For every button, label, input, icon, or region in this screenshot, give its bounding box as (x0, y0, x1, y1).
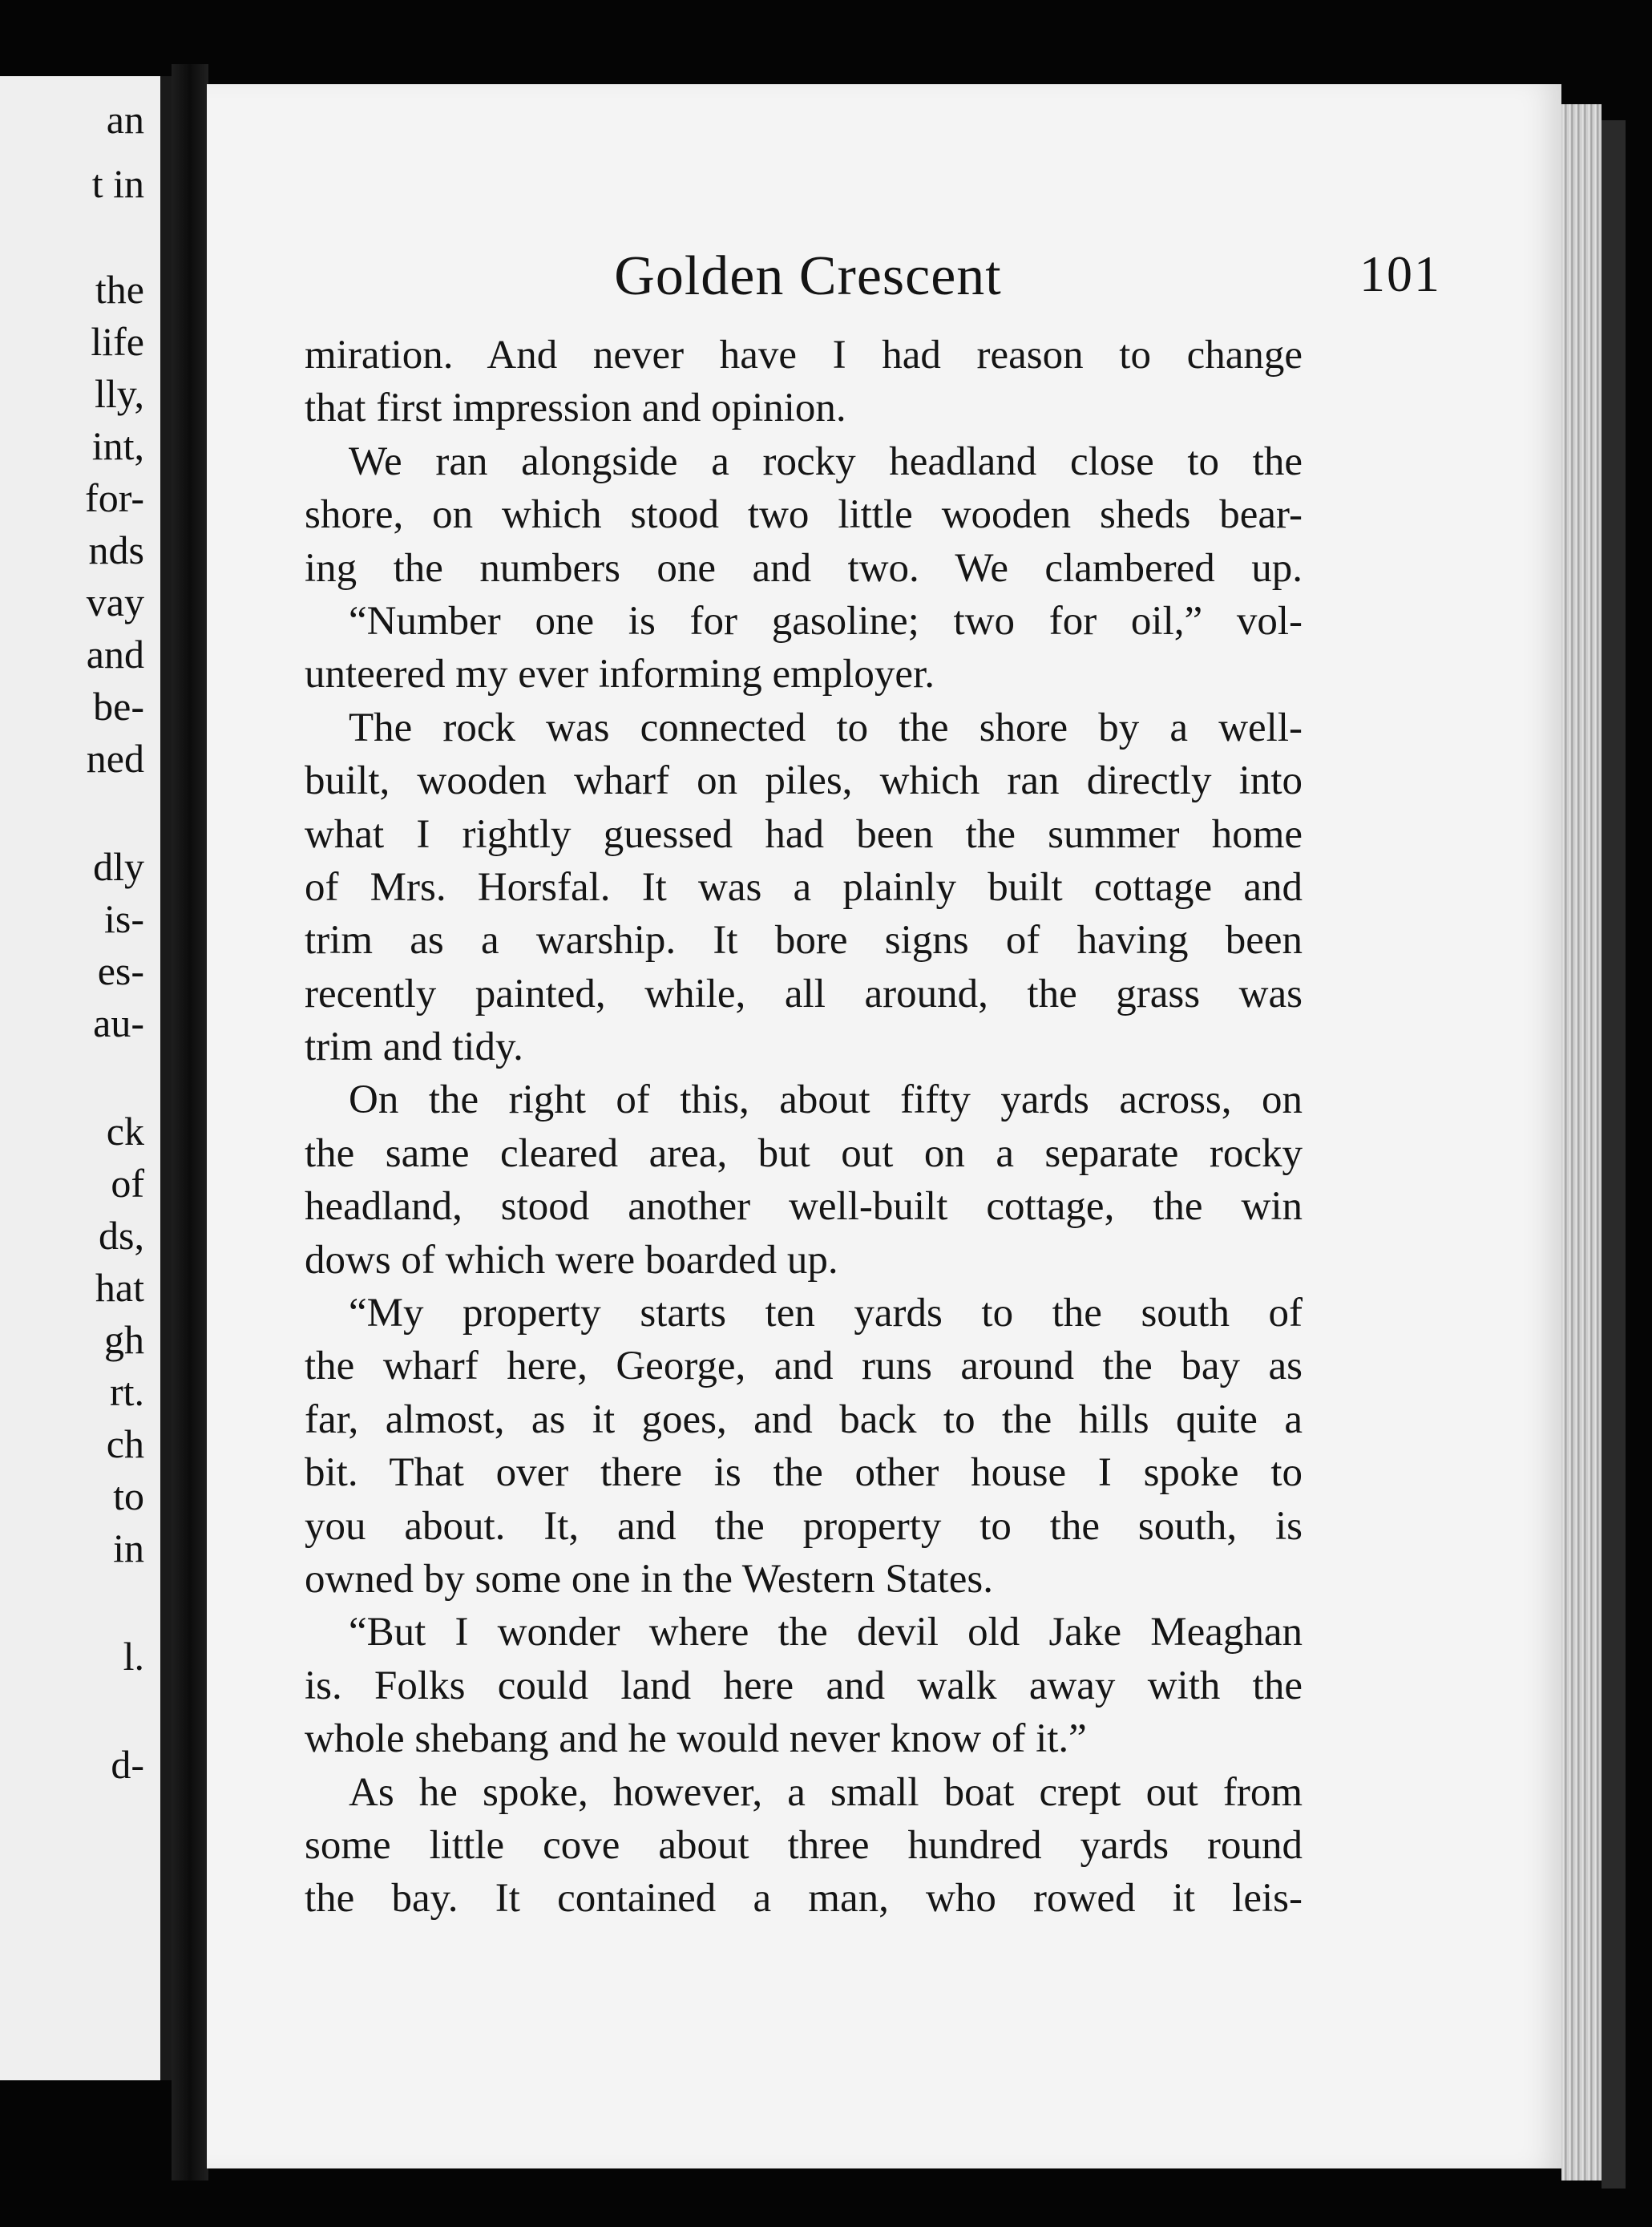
text-line: far, almost, as it goes, and back to the hills quite a (305, 1396, 1303, 1442)
book-cover-edge (1602, 120, 1626, 2189)
text-line: unteered my ever informing employer. (305, 652, 935, 697)
previous-page-line-fragment: rt. (109, 1369, 144, 1414)
previous-page-line-fragment: au- (93, 1000, 144, 1045)
text-line: the same cleared area, but out on a separate rocky (305, 1130, 1303, 1176)
text-line: built, wooden wharf on piles, which ran directly into (305, 758, 1303, 804)
text-line: miration. And never have I had reason to change (305, 333, 1303, 378)
text-line: dows of which were boarded up. (305, 1237, 838, 1283)
text-line: “Number one is for gasoline; two for oil,” vol- (349, 598, 1303, 644)
text-line: the wharf here, George, and runs around the bay as (305, 1344, 1303, 1389)
current-page (207, 84, 1561, 2168)
previous-page-line-fragment: int, (91, 423, 144, 468)
previous-page-line-fragment: dly (93, 844, 144, 889)
page-number: 101 (1359, 245, 1441, 302)
text-line: owned by some one in the Western States. (305, 1556, 993, 1602)
text-line: The rock was connected to the shore by a well- (349, 705, 1303, 750)
text-line: “My property starts ten yards to the south of (349, 1291, 1303, 1336)
running-title: Golden Crescent (614, 245, 1002, 307)
text-line: what I rightly guessed had been the summer home (305, 811, 1303, 857)
previous-page-line-fragment: t in (91, 161, 144, 206)
previous-page-line-fragment: the (95, 267, 144, 312)
text-line: ing the numbers one and two. We clambered up. (305, 545, 1303, 591)
text-line: the bay. It contained a man, who rowed it leis- (305, 1876, 1303, 1922)
text-line: of Mrs. Horsfal. It was a plainly built cottage and (305, 864, 1303, 910)
previous-page-line-fragment: of (111, 1161, 144, 1206)
previous-page-line-fragment: es- (97, 948, 144, 993)
previous-page-line-fragment: and (86, 632, 144, 677)
text-line: As he spoke, however, a small boat crept out from (349, 1769, 1303, 1815)
previous-page-line-fragment: ned (86, 736, 144, 781)
previous-page-line-fragment: ds, (99, 1213, 144, 1258)
body-text (305, 329, 1303, 1926)
previous-page-line-fragment: life (91, 319, 144, 364)
previous-page-line-fragment: be- (93, 684, 144, 729)
previous-page-line-fragment: for- (85, 475, 144, 520)
previous-page-line-fragment: nds (88, 527, 144, 572)
text-line: you about. It, and the property to the south, is (305, 1503, 1303, 1549)
previous-page-line-fragment: ch (106, 1421, 144, 1466)
text-line: shore, on which stood two little wooden sheds bear- (305, 492, 1303, 538)
book-gutter (172, 64, 208, 2181)
previous-page-line-fragment: hat (95, 1265, 144, 1310)
text-line: “But I wonder where the devil old Jake Meaghan (349, 1610, 1303, 1655)
previous-page-line-fragment: to (113, 1473, 144, 1518)
text-line: is. Folks could land here and walk away with the (305, 1663, 1303, 1708)
text-line: trim as a warship. It bore signs of having been (305, 918, 1303, 964)
text-line: recently painted, while, all around, the grass was (305, 971, 1303, 1016)
previous-page-line-fragment: gh (104, 1317, 144, 1362)
previous-page-line-fragment: d- (111, 1742, 144, 1787)
previous-page-line-fragment: in (113, 1526, 144, 1570)
text-line: that first impression and opinion. (305, 386, 846, 431)
previous-page-line-fragment: vay (86, 580, 144, 624)
previous-page (0, 76, 172, 2080)
previous-page-line-fragment: l. (123, 1634, 144, 1679)
text-line: some little cove about three hundred yards round (305, 1822, 1303, 1868)
text-line: whole shebang and he would never know of it.” (305, 1716, 1087, 1762)
previous-page-line-fragment: ck (106, 1109, 144, 1154)
text-line: trim and tidy. (305, 1025, 523, 1070)
text-line: We ran alongside a rocky headland close to the (349, 439, 1303, 484)
text-line: headland, stood another well-built cottage, the win (305, 1184, 1303, 1230)
page-edges (1561, 104, 1602, 2181)
running-head (207, 245, 1561, 309)
text-line: On the right of this, about fifty yards across, on (349, 1077, 1303, 1123)
text-line: bit. That over there is the other house I spoke to (305, 1450, 1303, 1496)
previous-page-line-fragment: an (106, 97, 144, 142)
previous-page-line-fragment: lly, (94, 371, 144, 416)
previous-page-line-fragment: is- (104, 896, 144, 941)
